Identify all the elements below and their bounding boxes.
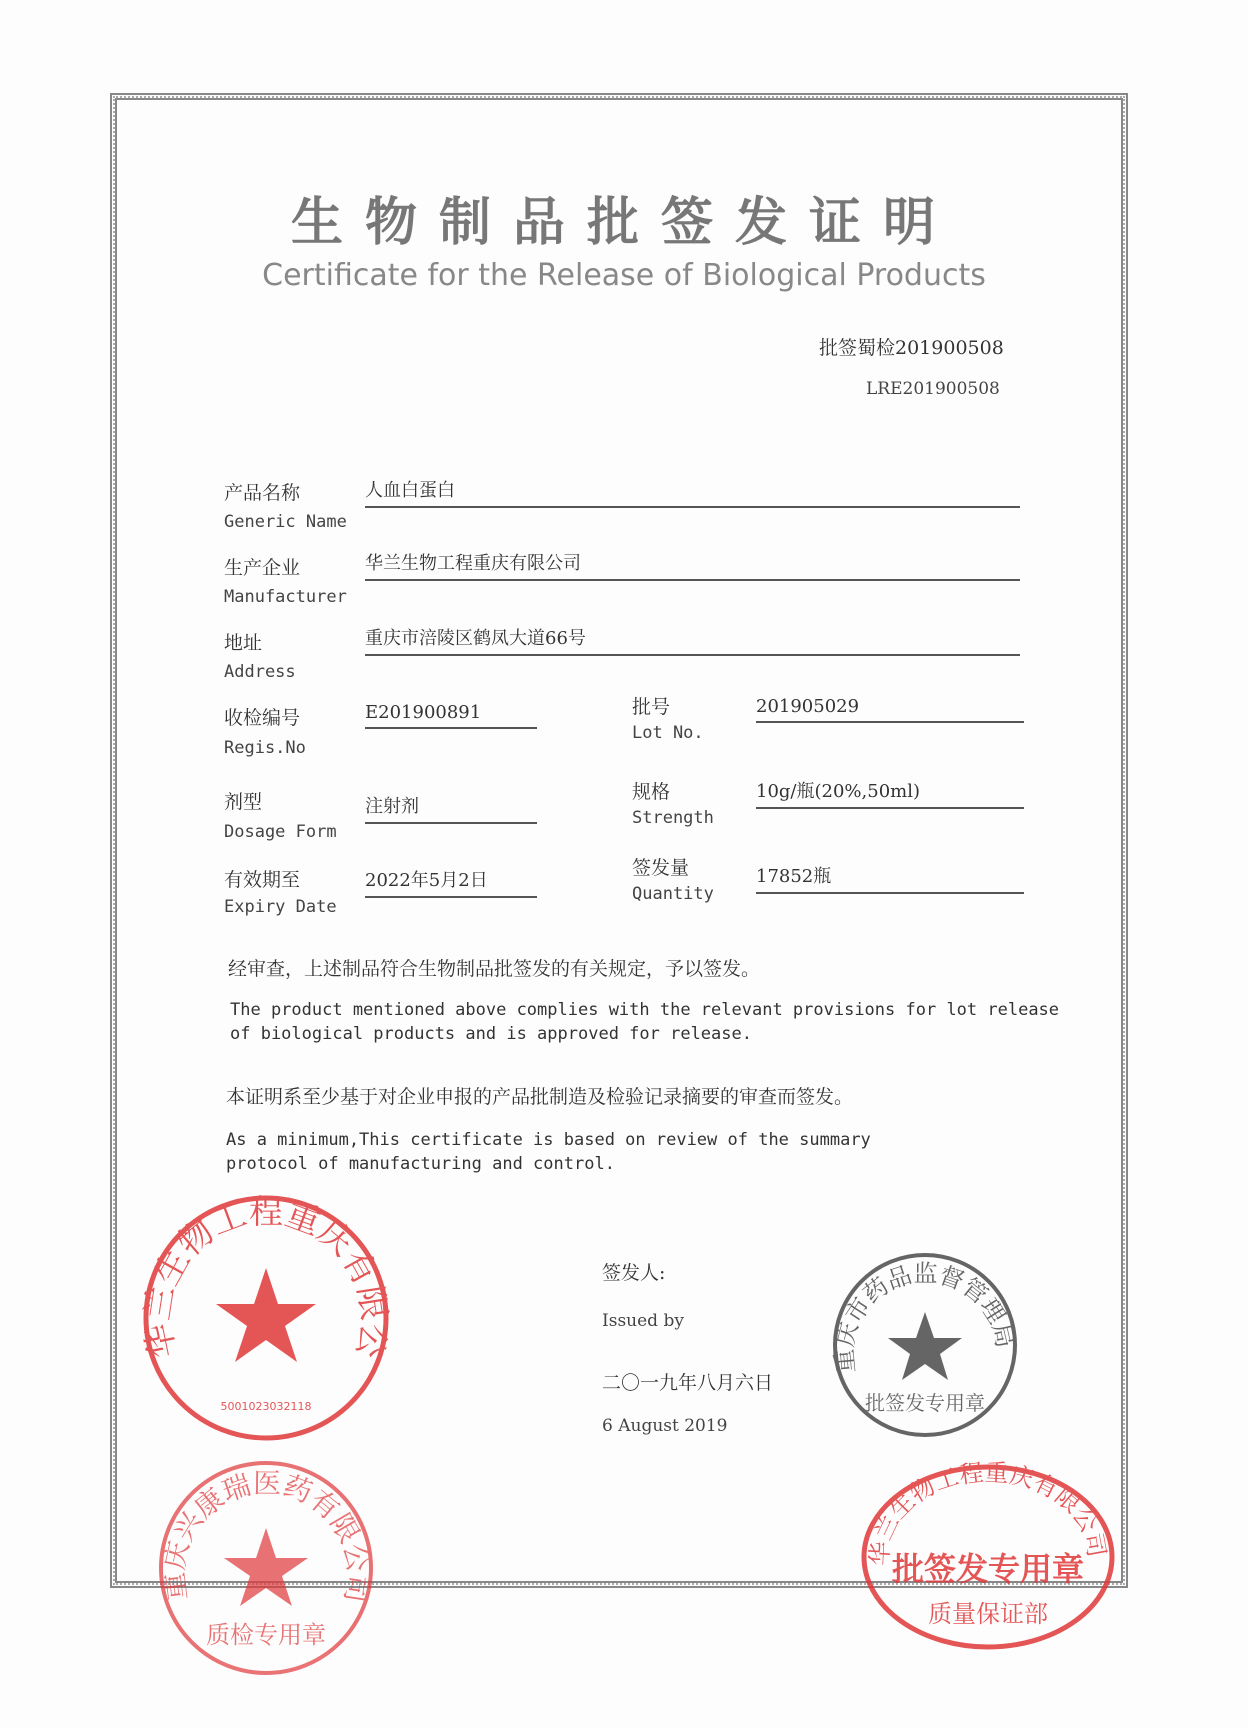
release-seal-stamp (860, 1458, 1116, 1652)
issuer-label-en: Issued by (602, 1311, 684, 1331)
strength-label-en: Strength (632, 808, 714, 828)
svg-text:华兰生物工程重庆有限公司: 华兰生物工程重庆有限公司 (865, 1458, 1111, 1567)
svg-text:批签发专用章: 批签发专用章 (865, 1391, 985, 1415)
statement-1-cn: 经审查，上述制品符合生物制品批签发的有关规定，予以签发。 (228, 958, 761, 980)
expiry-label: 有效期至 (224, 869, 301, 891)
title-chinese: 生物制品批签发证明 (290, 192, 957, 253)
issuer-label-cn: 签发人: (602, 1262, 666, 1284)
address-label: 地址 (224, 632, 263, 654)
dosage-form-label-en: Dosage Form (224, 822, 337, 842)
svg-text:5001023032118: 5001023032118 (220, 1400, 312, 1413)
dosage-form-label: 剂型 (224, 791, 263, 813)
generic-name-label-en: Generic Name (224, 512, 347, 532)
statement-1-en: The product mentioned above complies with the relevant provisions for lot release of biological products and is approved for release. (230, 1000, 1060, 1044)
regis-no-value: E201900891 (365, 702, 537, 729)
lot-no-label-en: Lot No. (632, 723, 704, 743)
expiry-value: 2022年5月2日 (365, 866, 537, 898)
regis-no-label-en: Regis.No (224, 738, 306, 758)
statement-2-en: As a minimum,This certificate is based on review of the summary protocol of manufacturing and control. (226, 1130, 871, 1174)
title-english: Certificate for the Release of Biological Products (262, 258, 986, 293)
manufacturer-label: 生产企业 (224, 557, 301, 579)
generic-name-label: 产品名称 (224, 482, 301, 504)
generic-name-value: 人血白蛋白 (365, 476, 1020, 508)
quantity-label-en: Quantity (632, 884, 714, 904)
svg-text:华兰生物工程重庆有限公司: 华兰生物工程重庆有限公司 (123, 1161, 395, 1362)
company-seal-stamp (123, 1161, 395, 1444)
quantity-label: 签发量 (632, 857, 690, 879)
svg-text:重庆兴康瑞医药有限公司: 重庆兴康瑞医药有限公司 (157, 1466, 375, 1606)
svg-text:重庆市药品监督管理局: 重庆市药品监督管理局 (830, 1259, 1020, 1375)
dosage-form-value: 注射剂 (365, 792, 537, 824)
address-label-en: Address (224, 662, 296, 682)
quantity-value: 17852瓶 (756, 862, 1024, 894)
svg-text:批签发专用章: 批签发专用章 (891, 1550, 1085, 1588)
strength-value: 10g/瓶(20%,50ml) (756, 777, 1024, 809)
certificate-number-cn: 批签蜀检201900508 (819, 337, 1004, 359)
statement-2-cn: 本证明系至少基于对企业申报的产品批制造及检验记录摘要的审查而签发。 (226, 1086, 854, 1108)
official-seal-stamp (830, 1250, 1020, 1440)
regis-no-label: 收检编号 (224, 707, 301, 729)
strength-label: 规格 (632, 781, 671, 803)
expiry-label-en: Expiry Date (224, 897, 337, 917)
lot-no-label: 批号 (632, 696, 671, 718)
svg-text:质量保证部: 质量保证部 (928, 1600, 1048, 1628)
manufacturer-label-en: Manufacturer (224, 587, 347, 607)
lot-no-value: 201905029 (756, 696, 1024, 723)
qc-seal-stamp (156, 1458, 376, 1678)
manufacturer-value: 华兰生物工程重庆有限公司 (365, 549, 1020, 581)
certificate-number-en: LRE201900508 (866, 379, 1000, 399)
svg-text:质检专用章: 质检专用章 (206, 1621, 326, 1649)
issue-date-en: 6 August 2019 (602, 1416, 728, 1436)
address-value: 重庆市涪陵区鹤凤大道66号 (365, 624, 1020, 656)
issue-date-cn: 二〇一九年八月六日 (602, 1372, 774, 1394)
